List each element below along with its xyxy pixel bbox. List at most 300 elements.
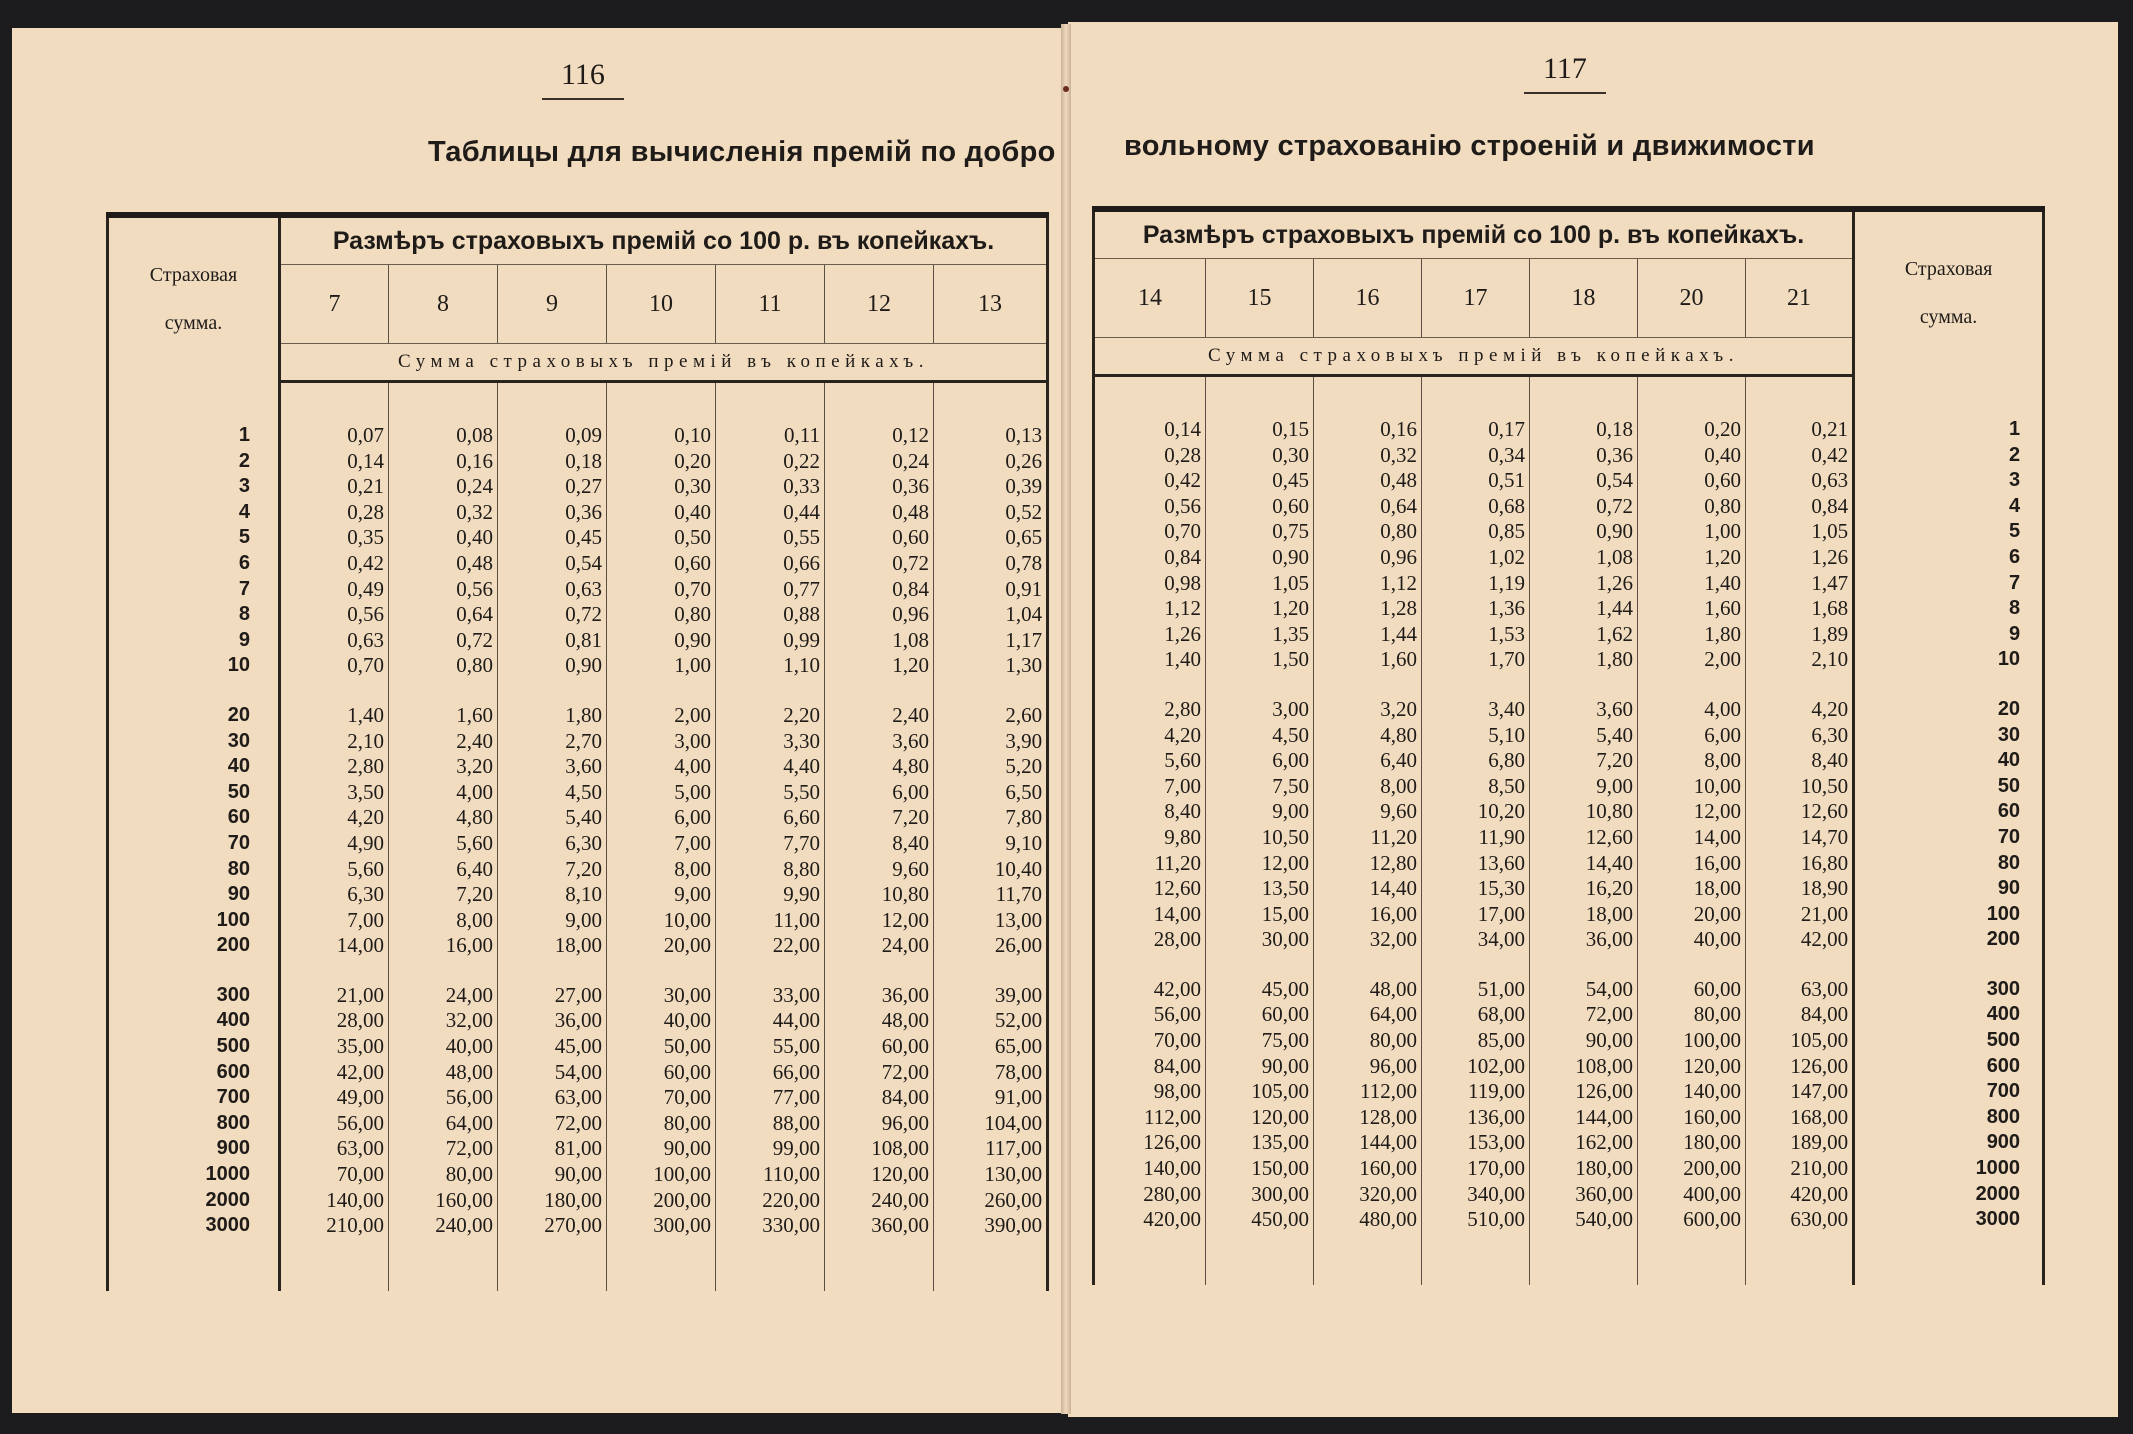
premium-cell: 30,00: [1206, 927, 1314, 953]
premium-cell: 39,00: [934, 983, 1048, 1009]
premium-cell: 600,00: [1638, 1207, 1746, 1233]
insured-sum-cell: 200: [1854, 927, 2044, 953]
premium-cell: 126,00: [1746, 1054, 1854, 1080]
premium-cell: 0,91: [934, 577, 1048, 603]
table-row: [1094, 519, 2044, 545]
premium-cell: 8,80: [716, 857, 825, 883]
premium-cell: 1,20: [825, 653, 934, 679]
premium-cell: 51,00: [1422, 977, 1530, 1003]
insured-sum-cell: 6: [1854, 545, 2044, 571]
premium-cell: 6,30: [280, 882, 389, 908]
insured-sum-cell: 300: [108, 983, 280, 1009]
insured-sum-cell: 80: [1854, 851, 2044, 877]
premium-cell: 12,60: [1530, 825, 1638, 851]
spacer-cell: [108, 382, 280, 424]
spacer-cell: [498, 679, 607, 703]
premium-cell: 105,00: [1206, 1079, 1314, 1105]
premium-cell: 11,20: [1314, 825, 1422, 851]
spacer-cell: [1314, 953, 1422, 977]
premium-sum-header: Сумма страховыхъ премій въ копейкахъ.: [280, 344, 1048, 382]
premium-cell: 120,00: [1206, 1105, 1314, 1131]
premium-cell: 35,00: [280, 1034, 389, 1060]
premium-cell: 78,00: [934, 1060, 1048, 1086]
premium-cell: 330,00: [716, 1213, 825, 1239]
insured-sum-cell: 80: [108, 857, 280, 883]
premium-cell: 0,36: [498, 500, 607, 526]
premium-cell: 54,00: [498, 1060, 607, 1086]
premium-sum-header: Сумма страховыхъ премій въ копейкахъ.: [1094, 338, 1854, 376]
premium-cell: 300,00: [1206, 1182, 1314, 1208]
premium-cell: 0,50: [607, 525, 716, 551]
premium-cell: 56,00: [1094, 1002, 1206, 1028]
premium-cell: 3,00: [607, 729, 716, 755]
premium-cell: 64,00: [389, 1111, 498, 1137]
premium-cell: 450,00: [1206, 1207, 1314, 1233]
premium-table-left: [106, 212, 1049, 1291]
premium-cell: 320,00: [1314, 1182, 1422, 1208]
premium-cell: 10,20: [1422, 799, 1530, 825]
premium-cell: 10,80: [1530, 799, 1638, 825]
premium-cell: 98,00: [1094, 1079, 1206, 1105]
premium-cell: 1,08: [1530, 545, 1638, 571]
spacer-cell: [1422, 376, 1530, 418]
spacer-cell: [1854, 376, 2044, 418]
premium-cell: 48,00: [1314, 977, 1422, 1003]
insured-sum-cell: 300: [1854, 977, 2044, 1003]
table-row: [1094, 647, 2044, 673]
premium-cell: 6,30: [1746, 723, 1854, 749]
premium-cell: 0,10: [607, 423, 716, 449]
table-row: [108, 780, 1048, 806]
table-row: [108, 1060, 1048, 1086]
premium-cell: 140,00: [1094, 1156, 1206, 1182]
premium-cell: 1,40: [280, 703, 389, 729]
premium-cell: 0,26: [934, 449, 1048, 475]
insured-sum-cell: 70: [108, 831, 280, 857]
premium-cell: 6,80: [1422, 748, 1530, 774]
spacer-cell: [716, 382, 825, 424]
premium-cell: 1,04: [934, 602, 1048, 628]
spacer-cell: [498, 959, 607, 983]
insured-sum-cell: 500: [1854, 1028, 2044, 1054]
premium-cell: 27,00: [498, 983, 607, 1009]
premium-cell: 0,60: [1206, 494, 1314, 520]
premium-cell: 3,00: [1206, 697, 1314, 723]
premium-cell: 9,00: [607, 882, 716, 908]
spacer-cell: [607, 1239, 716, 1291]
premium-cell: 1,36: [1422, 596, 1530, 622]
premium-cell: 0,20: [607, 449, 716, 475]
premium-cell: 270,00: [498, 1213, 607, 1239]
premium-cell: 84,00: [1746, 1002, 1854, 1028]
premium-cell: 0,07: [280, 423, 389, 449]
spacer-cell: [1094, 1233, 1206, 1285]
premium-cell: 0,90: [607, 628, 716, 654]
premium-cell: 0,63: [280, 628, 389, 654]
premium-cell: 14,40: [1314, 876, 1422, 902]
premium-cell: 7,20: [389, 882, 498, 908]
premium-cell: 0,32: [389, 500, 498, 526]
premium-cell: 9,00: [498, 908, 607, 934]
page-number-left: 116: [548, 58, 618, 92]
premium-cell: 4,80: [1314, 723, 1422, 749]
premium-cell: 6,40: [1314, 748, 1422, 774]
table-row: [108, 602, 1048, 628]
premium-cell: 5,10: [1422, 723, 1530, 749]
rate-header: Размѣръ страховыхъ премій со 100 р. въ копейкахъ.: [1094, 209, 1854, 259]
premium-cell: 2,80: [1094, 697, 1206, 723]
premium-cell: 36,00: [825, 983, 934, 1009]
premium-cell: 0,22: [716, 449, 825, 475]
premium-cell: 49,00: [280, 1085, 389, 1111]
premium-cell: 260,00: [934, 1188, 1048, 1214]
table-row: [108, 908, 1048, 934]
spacer-cell: [1206, 376, 1314, 418]
premium-cell: 7,50: [1206, 774, 1314, 800]
premium-cell: 0,32: [1314, 443, 1422, 469]
premium-cell: 0,42: [280, 551, 389, 577]
premium-cell: 64,00: [1314, 1002, 1422, 1028]
premium-cell: 300,00: [607, 1213, 716, 1239]
premium-cell: 56,00: [280, 1111, 389, 1137]
rate-column-header: 16: [1314, 259, 1422, 338]
table-row: [108, 933, 1048, 959]
premium-cell: 11,00: [716, 908, 825, 934]
premium-cell: 45,00: [1206, 977, 1314, 1003]
premium-cell: 80,00: [389, 1162, 498, 1188]
insured-sum-cell: 4: [1854, 494, 2044, 520]
premium-cell: 2,10: [1746, 647, 1854, 673]
table-row: [1094, 851, 2044, 877]
premium-cell: 7,00: [280, 908, 389, 934]
premium-cell: 108,00: [825, 1136, 934, 1162]
premium-cell: 84,00: [825, 1085, 934, 1111]
premium-cell: 2,00: [1638, 647, 1746, 673]
premium-cell: 96,00: [825, 1111, 934, 1137]
premium-cell: 150,00: [1206, 1156, 1314, 1182]
spacer-cell: [825, 1239, 934, 1291]
insured-sum-cell: 8: [1854, 596, 2044, 622]
spacer-cell: [280, 382, 389, 424]
premium-cell: 0,63: [1746, 468, 1854, 494]
table-row: [108, 703, 1048, 729]
premium-cell: 7,20: [825, 805, 934, 831]
spacer-cell: [1746, 953, 1854, 977]
premium-cell: 0,96: [1314, 545, 1422, 571]
rate-column-header: 7: [280, 265, 389, 344]
premium-cell: 77,00: [716, 1085, 825, 1111]
table-row: [108, 857, 1048, 883]
premium-cell: 48,00: [825, 1008, 934, 1034]
spacer-cell: [1530, 953, 1638, 977]
premium-cell: 63,00: [1746, 977, 1854, 1003]
premium-cell: 4,90: [280, 831, 389, 857]
premium-cell: 9,90: [716, 882, 825, 908]
sum-label: Страховая сумма.: [149, 264, 238, 335]
premium-cell: 0,48: [825, 500, 934, 526]
insured-sum-cell: 20: [108, 703, 280, 729]
spacer-cell: [1094, 953, 1206, 977]
premium-cell: 0,78: [934, 551, 1048, 577]
premium-cell: 3,40: [1422, 697, 1530, 723]
insured-sum-cell: 9: [108, 628, 280, 654]
insured-sum-cell: 8: [108, 602, 280, 628]
premium-cell: 36,00: [498, 1008, 607, 1034]
insured-sum-cell: 20: [1854, 697, 2044, 723]
premium-cell: 11,90: [1422, 825, 1530, 851]
premium-cell: 10,00: [607, 908, 716, 934]
premium-cell: 40,00: [1638, 927, 1746, 953]
premium-cell: 0,40: [389, 525, 498, 551]
premium-cell: 0,36: [1530, 443, 1638, 469]
premium-cell: 0,42: [1746, 443, 1854, 469]
premium-cell: 0,70: [1094, 519, 1206, 545]
premium-cell: 480,00: [1314, 1207, 1422, 1233]
insured-sum-cell: 10: [108, 653, 280, 679]
premium-cell: 5,00: [607, 780, 716, 806]
spacer-cell: [1422, 953, 1530, 977]
premium-cell: 0,14: [280, 449, 389, 475]
premium-cell: 0,08: [389, 423, 498, 449]
premium-cell: 3,30: [716, 729, 825, 755]
premium-cell: 12,00: [1638, 799, 1746, 825]
table-row: [1094, 1105, 2044, 1131]
premium-cell: 9,00: [1530, 774, 1638, 800]
premium-cell: 0,14: [1094, 417, 1206, 443]
premium-cell: 4,00: [389, 780, 498, 806]
premium-cell: 15,30: [1422, 876, 1530, 902]
insured-sum-cell: 60: [1854, 799, 2044, 825]
premium-cell: 1,40: [1094, 647, 1206, 673]
insured-sum-cell: 7: [1854, 571, 2044, 597]
spacer-cell: [825, 959, 934, 983]
premium-cell: 4,40: [716, 754, 825, 780]
insured-sum-cell: 40: [108, 754, 280, 780]
table-row: [108, 653, 1048, 679]
premium-cell: 360,00: [1530, 1182, 1638, 1208]
premium-cell: 60,00: [607, 1060, 716, 1086]
premium-cell: 9,60: [1314, 799, 1422, 825]
premium-cell: 1,44: [1314, 622, 1422, 648]
row-spacer: [108, 382, 1048, 424]
spacer-cell: [1854, 1233, 2044, 1285]
premium-cell: 1,26: [1094, 622, 1206, 648]
premium-cell: 72,00: [389, 1136, 498, 1162]
row-spacer: [1094, 376, 2044, 418]
premium-cell: 5,40: [498, 805, 607, 831]
spacer-cell: [1746, 376, 1854, 418]
sum-column-header: [108, 215, 280, 382]
premium-cell: 0,12: [825, 423, 934, 449]
spacer-cell: [1422, 673, 1530, 697]
premium-cell: 10,50: [1206, 825, 1314, 851]
table-row: [108, 831, 1048, 857]
premium-cell: 12,00: [825, 908, 934, 934]
table-row: [108, 1034, 1048, 1060]
premium-cell: 100,00: [607, 1162, 716, 1188]
table-row: [1094, 622, 2044, 648]
spacer-cell: [1638, 953, 1746, 977]
premium-cell: 0,60: [1638, 468, 1746, 494]
premium-cell: 8,50: [1422, 774, 1530, 800]
premium-cell: 0,24: [389, 474, 498, 500]
premium-cell: 120,00: [1638, 1054, 1746, 1080]
insured-sum-cell: 1: [108, 423, 280, 449]
insured-sum-cell: 6: [108, 551, 280, 577]
insured-sum-cell: 2000: [108, 1188, 280, 1214]
premium-cell: 75,00: [1206, 1028, 1314, 1054]
premium-cell: 14,00: [1638, 825, 1746, 851]
premium-cell: 0,11: [716, 423, 825, 449]
rate-column-header: 14: [1094, 259, 1206, 338]
rate-column-header: 15: [1206, 259, 1314, 338]
premium-cell: 153,00: [1422, 1130, 1530, 1156]
premium-cell: 1,53: [1422, 622, 1530, 648]
insured-sum-cell: 4: [108, 500, 280, 526]
premium-cell: 3,50: [280, 780, 389, 806]
spacer-cell: [1530, 1233, 1638, 1285]
table-row: [1094, 774, 2044, 800]
premium-cell: 126,00: [1530, 1079, 1638, 1105]
rate-header: Размѣръ страховыхъ премій со 100 р. въ копейкахъ.: [280, 215, 1048, 265]
premium-cell: 0,34: [1422, 443, 1530, 469]
rate-column-header: 13: [934, 265, 1048, 344]
premium-cell: 5,40: [1530, 723, 1638, 749]
premium-cell: 180,00: [498, 1188, 607, 1214]
insured-sum-cell: 2: [1854, 443, 2044, 469]
premium-cell: 90,00: [607, 1136, 716, 1162]
table-row: [1094, 417, 2044, 443]
premium-cell: 1,00: [1638, 519, 1746, 545]
insured-sum-cell: 500: [108, 1034, 280, 1060]
premium-cell: 5,60: [280, 857, 389, 883]
premium-cell: 0,72: [389, 628, 498, 654]
premium-cell: 0,16: [389, 449, 498, 475]
premium-cell: 0,72: [825, 551, 934, 577]
premium-cell: 44,00: [716, 1008, 825, 1034]
premium-cell: 16,00: [389, 933, 498, 959]
table-row: [108, 577, 1048, 603]
spacer-cell: [280, 679, 389, 703]
insured-sum-cell: 400: [108, 1008, 280, 1034]
premium-cell: 0,70: [280, 653, 389, 679]
premium-cell: 40,00: [607, 1008, 716, 1034]
insured-sum-cell: 1000: [108, 1162, 280, 1188]
premium-cell: 1,20: [1638, 545, 1746, 571]
table-row: [1094, 571, 2044, 597]
rate-column-header: 17: [1422, 259, 1530, 338]
table-row: [108, 1085, 1048, 1111]
premium-cell: 0,18: [498, 449, 607, 475]
premium-cell: 120,00: [825, 1162, 934, 1188]
premium-cell: 6,30: [498, 831, 607, 857]
premium-cell: 0,65: [934, 525, 1048, 551]
rate-column-header: 20: [1638, 259, 1746, 338]
insured-sum-cell: 50: [1854, 774, 2044, 800]
premium-cell: 42,00: [1094, 977, 1206, 1003]
premium-cell: 0,35: [280, 525, 389, 551]
premium-cell: 1,80: [1530, 647, 1638, 673]
premium-cell: 3,20: [389, 754, 498, 780]
spacer-cell: [280, 1239, 389, 1291]
premium-cell: 5,50: [716, 780, 825, 806]
table-row: [108, 474, 1048, 500]
insured-sum-cell: 3: [108, 474, 280, 500]
premium-cell: 1,60: [1314, 647, 1422, 673]
premium-cell: 60,00: [825, 1034, 934, 1060]
premium-cell: 10,00: [1638, 774, 1746, 800]
premium-cell: 0,49: [280, 577, 389, 603]
table-row: [1094, 927, 2044, 953]
table-row: [1094, 799, 2044, 825]
premium-cell: 72,00: [1530, 1002, 1638, 1028]
premium-cell: 72,00: [825, 1060, 934, 1086]
premium-cell: 9,10: [934, 831, 1048, 857]
premium-cell: 65,00: [934, 1034, 1048, 1060]
premium-cell: 220,00: [716, 1188, 825, 1214]
table-row: [108, 1111, 1048, 1137]
insured-sum-cell: 60: [108, 805, 280, 831]
premium-cell: 70,00: [1094, 1028, 1206, 1054]
premium-table-right: [1092, 206, 2045, 1285]
premium-cell: 54,00: [1530, 977, 1638, 1003]
table-row: [1094, 1156, 2044, 1182]
heading-right: вольному страхованію строеній и движимости: [1124, 130, 1815, 162]
premium-cell: 630,00: [1746, 1207, 1854, 1233]
premium-cell: 200,00: [1638, 1156, 1746, 1182]
spacer-cell: [607, 959, 716, 983]
spacer-cell: [1854, 953, 2044, 977]
spacer-cell: [1314, 673, 1422, 697]
premium-cell: 24,00: [825, 933, 934, 959]
premium-cell: 6,40: [389, 857, 498, 883]
premium-cell: 18,90: [1746, 876, 1854, 902]
premium-cell: 0,17: [1422, 417, 1530, 443]
table-row: [1094, 1079, 2044, 1105]
table-row: [108, 882, 1048, 908]
premium-cell: 12,60: [1746, 799, 1854, 825]
premium-cell: 1,26: [1530, 571, 1638, 597]
premium-cell: 4,80: [389, 805, 498, 831]
premium-cell: 126,00: [1094, 1130, 1206, 1156]
premium-cell: 84,00: [1094, 1054, 1206, 1080]
premium-cell: 1,30: [934, 653, 1048, 679]
premium-cell: 6,00: [1206, 748, 1314, 774]
premium-cell: 4,50: [1206, 723, 1314, 749]
premium-cell: 1,80: [498, 703, 607, 729]
premium-cell: 0,28: [1094, 443, 1206, 469]
premium-cell: 140,00: [1638, 1079, 1746, 1105]
premium-cell: 1,17: [934, 628, 1048, 654]
premium-cell: 70,00: [280, 1162, 389, 1188]
row-spacer: [1094, 673, 2044, 697]
premium-cell: 1,10: [716, 653, 825, 679]
insured-sum-cell: 40: [1854, 748, 2044, 774]
premium-cell: 0,54: [1530, 468, 1638, 494]
insured-sum-cell: 3000: [1854, 1207, 2044, 1233]
premium-cell: 1,60: [389, 703, 498, 729]
page-number-right: 117: [1530, 52, 1600, 86]
premium-cell: 0,09: [498, 423, 607, 449]
premium-cell: 112,00: [1094, 1105, 1206, 1131]
premium-cell: 104,00: [934, 1111, 1048, 1137]
premium-cell: 4,00: [607, 754, 716, 780]
insured-sum-cell: 600: [1854, 1054, 2044, 1080]
spacer-cell: [498, 1239, 607, 1291]
premium-cell: 144,00: [1314, 1130, 1422, 1156]
premium-cell: 13,00: [934, 908, 1048, 934]
premium-cell: 1,80: [1638, 622, 1746, 648]
